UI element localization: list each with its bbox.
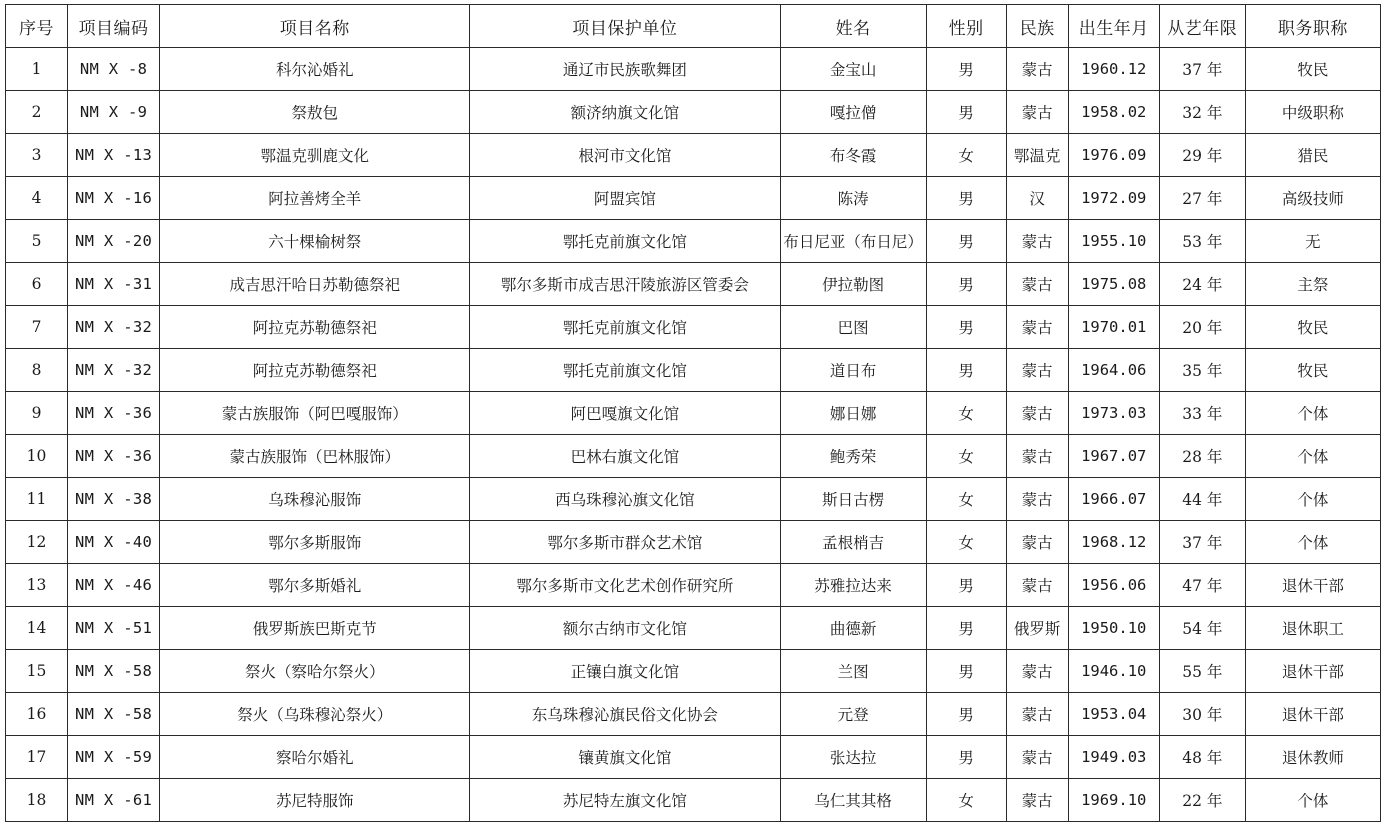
table-row: [6, 435, 1381, 478]
cell-code: NM X -20: [68, 220, 160, 263]
table-row: [6, 478, 1381, 521]
cell-project-name: 阿拉善烤全羊: [160, 177, 470, 220]
cell-gender: 男: [926, 48, 1006, 91]
cell-person-name: 金宝山: [780, 48, 926, 91]
cell-ethnicity: 蒙古: [1006, 435, 1068, 478]
table-row: [6, 564, 1381, 607]
cell-job-title: 高级技师: [1245, 177, 1380, 220]
cell-gender: 女: [926, 478, 1006, 521]
header-cell-person-name: 姓名: [780, 5, 926, 48]
cell-person-name: 巴图: [780, 306, 926, 349]
cell-years-of-practice: 35 年: [1159, 349, 1245, 392]
cell-birth-date: 1972.09: [1068, 177, 1159, 220]
cell-code: NM X -61: [68, 779, 160, 822]
cell-years-of-practice: 55 年: [1159, 650, 1245, 693]
cell-gender: 女: [926, 779, 1006, 822]
cell-ethnicity: 鄂温克: [1006, 134, 1068, 177]
cell-gender: 男: [926, 693, 1006, 736]
cell-birth-date: 1975.08: [1068, 263, 1159, 306]
cell-protection-unit: 鄂尔多斯市文化艺术创作研究所: [470, 564, 780, 607]
table-row: [6, 134, 1381, 177]
table-header-row: [6, 5, 1381, 48]
cell-index: 13: [6, 564, 68, 607]
cell-index: 4: [6, 177, 68, 220]
cell-years-of-practice: 48 年: [1159, 736, 1245, 779]
cell-ethnicity: 蒙古: [1006, 564, 1068, 607]
cell-code: NM X -32: [68, 349, 160, 392]
header-cell-project-name: 项目名称: [160, 5, 470, 48]
cell-person-name: 苏雅拉达来: [780, 564, 926, 607]
cell-project-name: 鄂温克驯鹿文化: [160, 134, 470, 177]
cell-index: 11: [6, 478, 68, 521]
cell-person-name: 布日尼亚（布日尼）: [780, 220, 926, 263]
cell-protection-unit: 东乌珠穆沁旗民俗文化协会: [470, 693, 780, 736]
cell-index: 10: [6, 435, 68, 478]
table-row: [6, 306, 1381, 349]
cell-project-name: 阿拉克苏勒德祭祀: [160, 349, 470, 392]
cell-job-title: 退休干部: [1245, 693, 1380, 736]
cell-ethnicity: 蒙古: [1006, 736, 1068, 779]
cell-project-name: 科尔沁婚礼: [160, 48, 470, 91]
cell-project-name: 鄂尔多斯服饰: [160, 521, 470, 564]
cell-protection-unit: 阿巴嘎旗文化馆: [470, 392, 780, 435]
cell-protection-unit: 根河市文化馆: [470, 134, 780, 177]
header-cell-code: 项目编码: [68, 5, 160, 48]
cell-years-of-practice: 37 年: [1159, 48, 1245, 91]
cell-job-title: 退休干部: [1245, 650, 1380, 693]
cell-protection-unit: 西乌珠穆沁旗文化馆: [470, 478, 780, 521]
cell-ethnicity: 蒙古: [1006, 693, 1068, 736]
cell-code: NM X -46: [68, 564, 160, 607]
cell-job-title: 退休干部: [1245, 564, 1380, 607]
cell-code: NM X -59: [68, 736, 160, 779]
cell-years-of-practice: 20 年: [1159, 306, 1245, 349]
cell-index: 14: [6, 607, 68, 650]
cell-code: NM X -8: [68, 48, 160, 91]
table-row: [6, 263, 1381, 306]
cell-project-name: 苏尼特服饰: [160, 779, 470, 822]
cell-birth-date: 1973.03: [1068, 392, 1159, 435]
table-row: [6, 607, 1381, 650]
cell-gender: 男: [926, 263, 1006, 306]
cell-ethnicity: 蒙古: [1006, 779, 1068, 822]
cell-birth-date: 1968.12: [1068, 521, 1159, 564]
cell-index: 16: [6, 693, 68, 736]
cell-code: NM X -40: [68, 521, 160, 564]
cell-birth-date: 1953.04: [1068, 693, 1159, 736]
cell-gender: 男: [926, 650, 1006, 693]
cell-years-of-practice: 32 年: [1159, 91, 1245, 134]
cell-index: 12: [6, 521, 68, 564]
cell-job-title: 牧民: [1245, 48, 1380, 91]
inheritor-table: [5, 4, 1381, 822]
cell-project-name: 六十棵榆树祭: [160, 220, 470, 263]
cell-job-title: 个体: [1245, 435, 1380, 478]
cell-index: 2: [6, 91, 68, 134]
table-row: [6, 779, 1381, 822]
cell-years-of-practice: 54 年: [1159, 607, 1245, 650]
cell-gender: 男: [926, 736, 1006, 779]
cell-ethnicity: 蒙古: [1006, 650, 1068, 693]
cell-birth-date: 1967.07: [1068, 435, 1159, 478]
table-body: [6, 48, 1381, 822]
cell-job-title: 退休职工: [1245, 607, 1380, 650]
cell-years-of-practice: 28 年: [1159, 435, 1245, 478]
cell-ethnicity: 蒙古: [1006, 392, 1068, 435]
cell-birth-date: 1949.03: [1068, 736, 1159, 779]
cell-protection-unit: 鄂托克前旗文化馆: [470, 220, 780, 263]
cell-gender: 男: [926, 349, 1006, 392]
cell-person-name: 曲德新: [780, 607, 926, 650]
cell-job-title: 牧民: [1245, 306, 1380, 349]
cell-birth-date: 1958.02: [1068, 91, 1159, 134]
cell-ethnicity: 蒙古: [1006, 306, 1068, 349]
cell-ethnicity: 蒙古: [1006, 220, 1068, 263]
cell-code: NM X -32: [68, 306, 160, 349]
table-row: [6, 736, 1381, 779]
table-row: [6, 349, 1381, 392]
cell-years-of-practice: 37 年: [1159, 521, 1245, 564]
cell-job-title: 个体: [1245, 478, 1380, 521]
cell-protection-unit: 苏尼特左旗文化馆: [470, 779, 780, 822]
cell-person-name: 兰图: [780, 650, 926, 693]
cell-years-of-practice: 30 年: [1159, 693, 1245, 736]
cell-project-name: 祭火（察哈尔祭火）: [160, 650, 470, 693]
cell-years-of-practice: 47 年: [1159, 564, 1245, 607]
cell-protection-unit: 镶黄旗文化馆: [470, 736, 780, 779]
table-row: [6, 177, 1381, 220]
header-cell-gender: 性别: [926, 5, 1006, 48]
table-row: [6, 91, 1381, 134]
cell-project-name: 祭火（乌珠穆沁祭火）: [160, 693, 470, 736]
cell-job-title: 中级职称: [1245, 91, 1380, 134]
cell-birth-date: 1964.06: [1068, 349, 1159, 392]
cell-code: NM X -9: [68, 91, 160, 134]
cell-person-name: 元登: [780, 693, 926, 736]
cell-project-name: 成吉思汗哈日苏勒德祭祀: [160, 263, 470, 306]
cell-person-name: 嘎拉僧: [780, 91, 926, 134]
table-row: [6, 392, 1381, 435]
cell-protection-unit: 鄂托克前旗文化馆: [470, 349, 780, 392]
cell-ethnicity: 蒙古: [1006, 48, 1068, 91]
cell-birth-date: 1950.10: [1068, 607, 1159, 650]
cell-code: NM X -36: [68, 435, 160, 478]
cell-project-name: 俄罗斯族巴斯克节: [160, 607, 470, 650]
cell-gender: 男: [926, 91, 1006, 134]
cell-index: 1: [6, 48, 68, 91]
cell-gender: 男: [926, 306, 1006, 349]
cell-birth-date: 1976.09: [1068, 134, 1159, 177]
cell-ethnicity: 蒙古: [1006, 349, 1068, 392]
cell-years-of-practice: 24 年: [1159, 263, 1245, 306]
cell-ethnicity: 蒙古: [1006, 521, 1068, 564]
cell-protection-unit: 额尔古纳市文化馆: [470, 607, 780, 650]
cell-index: 5: [6, 220, 68, 263]
cell-job-title: 猎民: [1245, 134, 1380, 177]
header-cell-index: 序号: [6, 5, 68, 48]
cell-index: 17: [6, 736, 68, 779]
cell-protection-unit: 鄂尔多斯市群众艺术馆: [470, 521, 780, 564]
cell-birth-date: 1946.10: [1068, 650, 1159, 693]
cell-person-name: 伊拉勒图: [780, 263, 926, 306]
cell-code: NM X -38: [68, 478, 160, 521]
cell-index: 9: [6, 392, 68, 435]
cell-years-of-practice: 33 年: [1159, 392, 1245, 435]
cell-protection-unit: 正镶白旗文化馆: [470, 650, 780, 693]
cell-project-name: 察哈尔婚礼: [160, 736, 470, 779]
cell-years-of-practice: 53 年: [1159, 220, 1245, 263]
cell-person-name: 娜日娜: [780, 392, 926, 435]
header-cell-protection-unit: 项目保护单位: [470, 5, 780, 48]
header-cell-ethnicity: 民族: [1006, 5, 1068, 48]
cell-gender: 女: [926, 392, 1006, 435]
cell-gender: 男: [926, 607, 1006, 650]
cell-job-title: 个体: [1245, 521, 1380, 564]
cell-code: NM X -58: [68, 693, 160, 736]
cell-birth-date: 1955.10: [1068, 220, 1159, 263]
cell-years-of-practice: 44 年: [1159, 478, 1245, 521]
cell-job-title: 主祭: [1245, 263, 1380, 306]
cell-job-title: 牧民: [1245, 349, 1380, 392]
table-row: [6, 521, 1381, 564]
cell-project-name: 蒙古族服饰（巴林服饰）: [160, 435, 470, 478]
cell-birth-date: 1960.12: [1068, 48, 1159, 91]
cell-protection-unit: 额济纳旗文化馆: [470, 91, 780, 134]
cell-code: NM X -51: [68, 607, 160, 650]
cell-project-name: 乌珠穆沁服饰: [160, 478, 470, 521]
cell-protection-unit: 巴林右旗文化馆: [470, 435, 780, 478]
cell-project-name: 蒙古族服饰（阿巴嘎服饰）: [160, 392, 470, 435]
cell-ethnicity: 汉: [1006, 177, 1068, 220]
cell-person-name: 斯日古楞: [780, 478, 926, 521]
cell-years-of-practice: 22 年: [1159, 779, 1245, 822]
cell-protection-unit: 鄂尔多斯市成吉思汗陵旅游区管委会: [470, 263, 780, 306]
cell-index: 15: [6, 650, 68, 693]
cell-ethnicity: 蒙古: [1006, 91, 1068, 134]
cell-index: 3: [6, 134, 68, 177]
cell-birth-date: 1956.06: [1068, 564, 1159, 607]
cell-code: NM X -36: [68, 392, 160, 435]
table-row: [6, 48, 1381, 91]
table-row: [6, 650, 1381, 693]
cell-index: 8: [6, 349, 68, 392]
cell-gender: 男: [926, 177, 1006, 220]
cell-gender: 男: [926, 220, 1006, 263]
cell-project-name: 鄂尔多斯婚礼: [160, 564, 470, 607]
cell-protection-unit: 鄂托克前旗文化馆: [470, 306, 780, 349]
cell-job-title: 个体: [1245, 779, 1380, 822]
cell-person-name: 孟根梢吉: [780, 521, 926, 564]
cell-birth-date: 1969.10: [1068, 779, 1159, 822]
cell-birth-date: 1970.01: [1068, 306, 1159, 349]
cell-ethnicity: 蒙古: [1006, 478, 1068, 521]
cell-code: NM X -31: [68, 263, 160, 306]
cell-person-name: 布冬霞: [780, 134, 926, 177]
cell-protection-unit: 通辽市民族歌舞团: [470, 48, 780, 91]
cell-job-title: 个体: [1245, 392, 1380, 435]
cell-person-name: 鲍秀荣: [780, 435, 926, 478]
cell-birth-date: 1966.07: [1068, 478, 1159, 521]
cell-person-name: 张达拉: [780, 736, 926, 779]
header-cell-birth-date: 出生年月: [1068, 5, 1159, 48]
cell-project-name: 阿拉克苏勒德祭祀: [160, 306, 470, 349]
cell-code: NM X -16: [68, 177, 160, 220]
cell-gender: 女: [926, 521, 1006, 564]
cell-index: 6: [6, 263, 68, 306]
cell-years-of-practice: 29 年: [1159, 134, 1245, 177]
cell-project-name: 祭敖包: [160, 91, 470, 134]
cell-person-name: 陈涛: [780, 177, 926, 220]
cell-index: 18: [6, 779, 68, 822]
cell-index: 7: [6, 306, 68, 349]
cell-job-title: 退休教师: [1245, 736, 1380, 779]
header-cell-job-title: 职务职称: [1245, 5, 1380, 48]
cell-protection-unit: 阿盟宾馆: [470, 177, 780, 220]
cell-ethnicity: 蒙古: [1006, 263, 1068, 306]
cell-code: NM X -13: [68, 134, 160, 177]
cell-gender: 女: [926, 134, 1006, 177]
table-row: [6, 220, 1381, 263]
cell-gender: 男: [926, 564, 1006, 607]
cell-job-title: 无: [1245, 220, 1380, 263]
cell-gender: 女: [926, 435, 1006, 478]
cell-person-name: 道日布: [780, 349, 926, 392]
cell-years-of-practice: 27 年: [1159, 177, 1245, 220]
cell-code: NM X -58: [68, 650, 160, 693]
cell-person-name: 乌仁其其格: [780, 779, 926, 822]
table-row: [6, 693, 1381, 736]
cell-ethnicity: 俄罗斯: [1006, 607, 1068, 650]
header-cell-years-of-practice: 从艺年限: [1159, 5, 1245, 48]
